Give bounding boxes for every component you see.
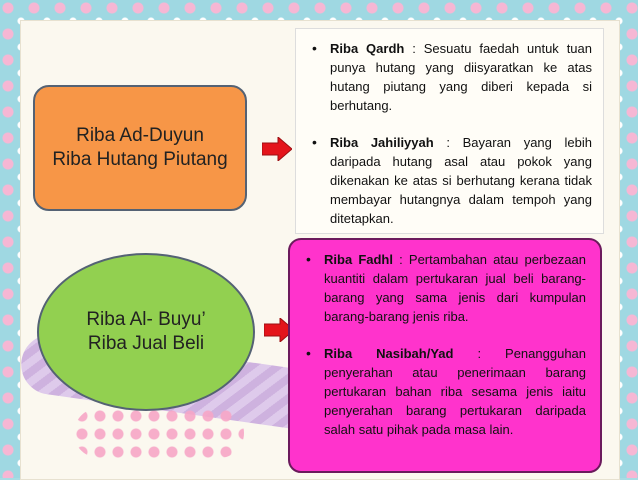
term: Riba Qardh (330, 41, 405, 56)
box1-line2: Riba Hutang Piutang (52, 149, 228, 170)
riba-nasibah-item (300, 344, 586, 439)
box1-line1: Riba Ad-Duyun (76, 125, 204, 146)
right-arrow-icon (262, 137, 292, 161)
box2-line1: Riba Al- Buyu’ (86, 309, 206, 330)
term: Riba Fadhl (324, 252, 393, 267)
term: Riba Jahiliyyah (330, 135, 434, 150)
sale-riba-panel (288, 238, 602, 473)
definition: : Pertambahan atau perbezaan kuantiti dalam pertukaran jual beli barang-barang yang sama jenis dari kumpulan barang-barang jenis riba. (324, 252, 587, 324)
riba-jahiliyyah-item (306, 133, 592, 228)
definition: : Penangguhan penyerahan atau penerimaan barang pertukaran bahan riba sesama jenis iaitu penyerahan barang pertukaran daripada salah satu pihak pada masa lain. (324, 346, 587, 437)
definition: : Bayaran yang lebih daripada hutang asal atau pokok yang dikenakan ke atas si berhutang kerana tidak membayar hutangnya dalam tempoh yang ditetapkan. (330, 135, 593, 226)
term: Riba Nasibah/Yad (324, 346, 454, 361)
riba-ad-duyun-box (33, 85, 247, 211)
decorative-polka-ribbon (74, 408, 244, 458)
definition: : Sesuatu faedah untuk tuan punya hutang yang diisyaratkan ke atas hutang piutang yang diberi kepada si berhutang. (330, 41, 592, 113)
debt-riba-panel (295, 28, 604, 234)
box2-line2: Riba Jual Beli (87, 333, 205, 354)
riba-al-buyu-oval (37, 253, 255, 411)
riba-qardh-item (306, 39, 592, 115)
riba-fadhl-item (300, 250, 586, 326)
